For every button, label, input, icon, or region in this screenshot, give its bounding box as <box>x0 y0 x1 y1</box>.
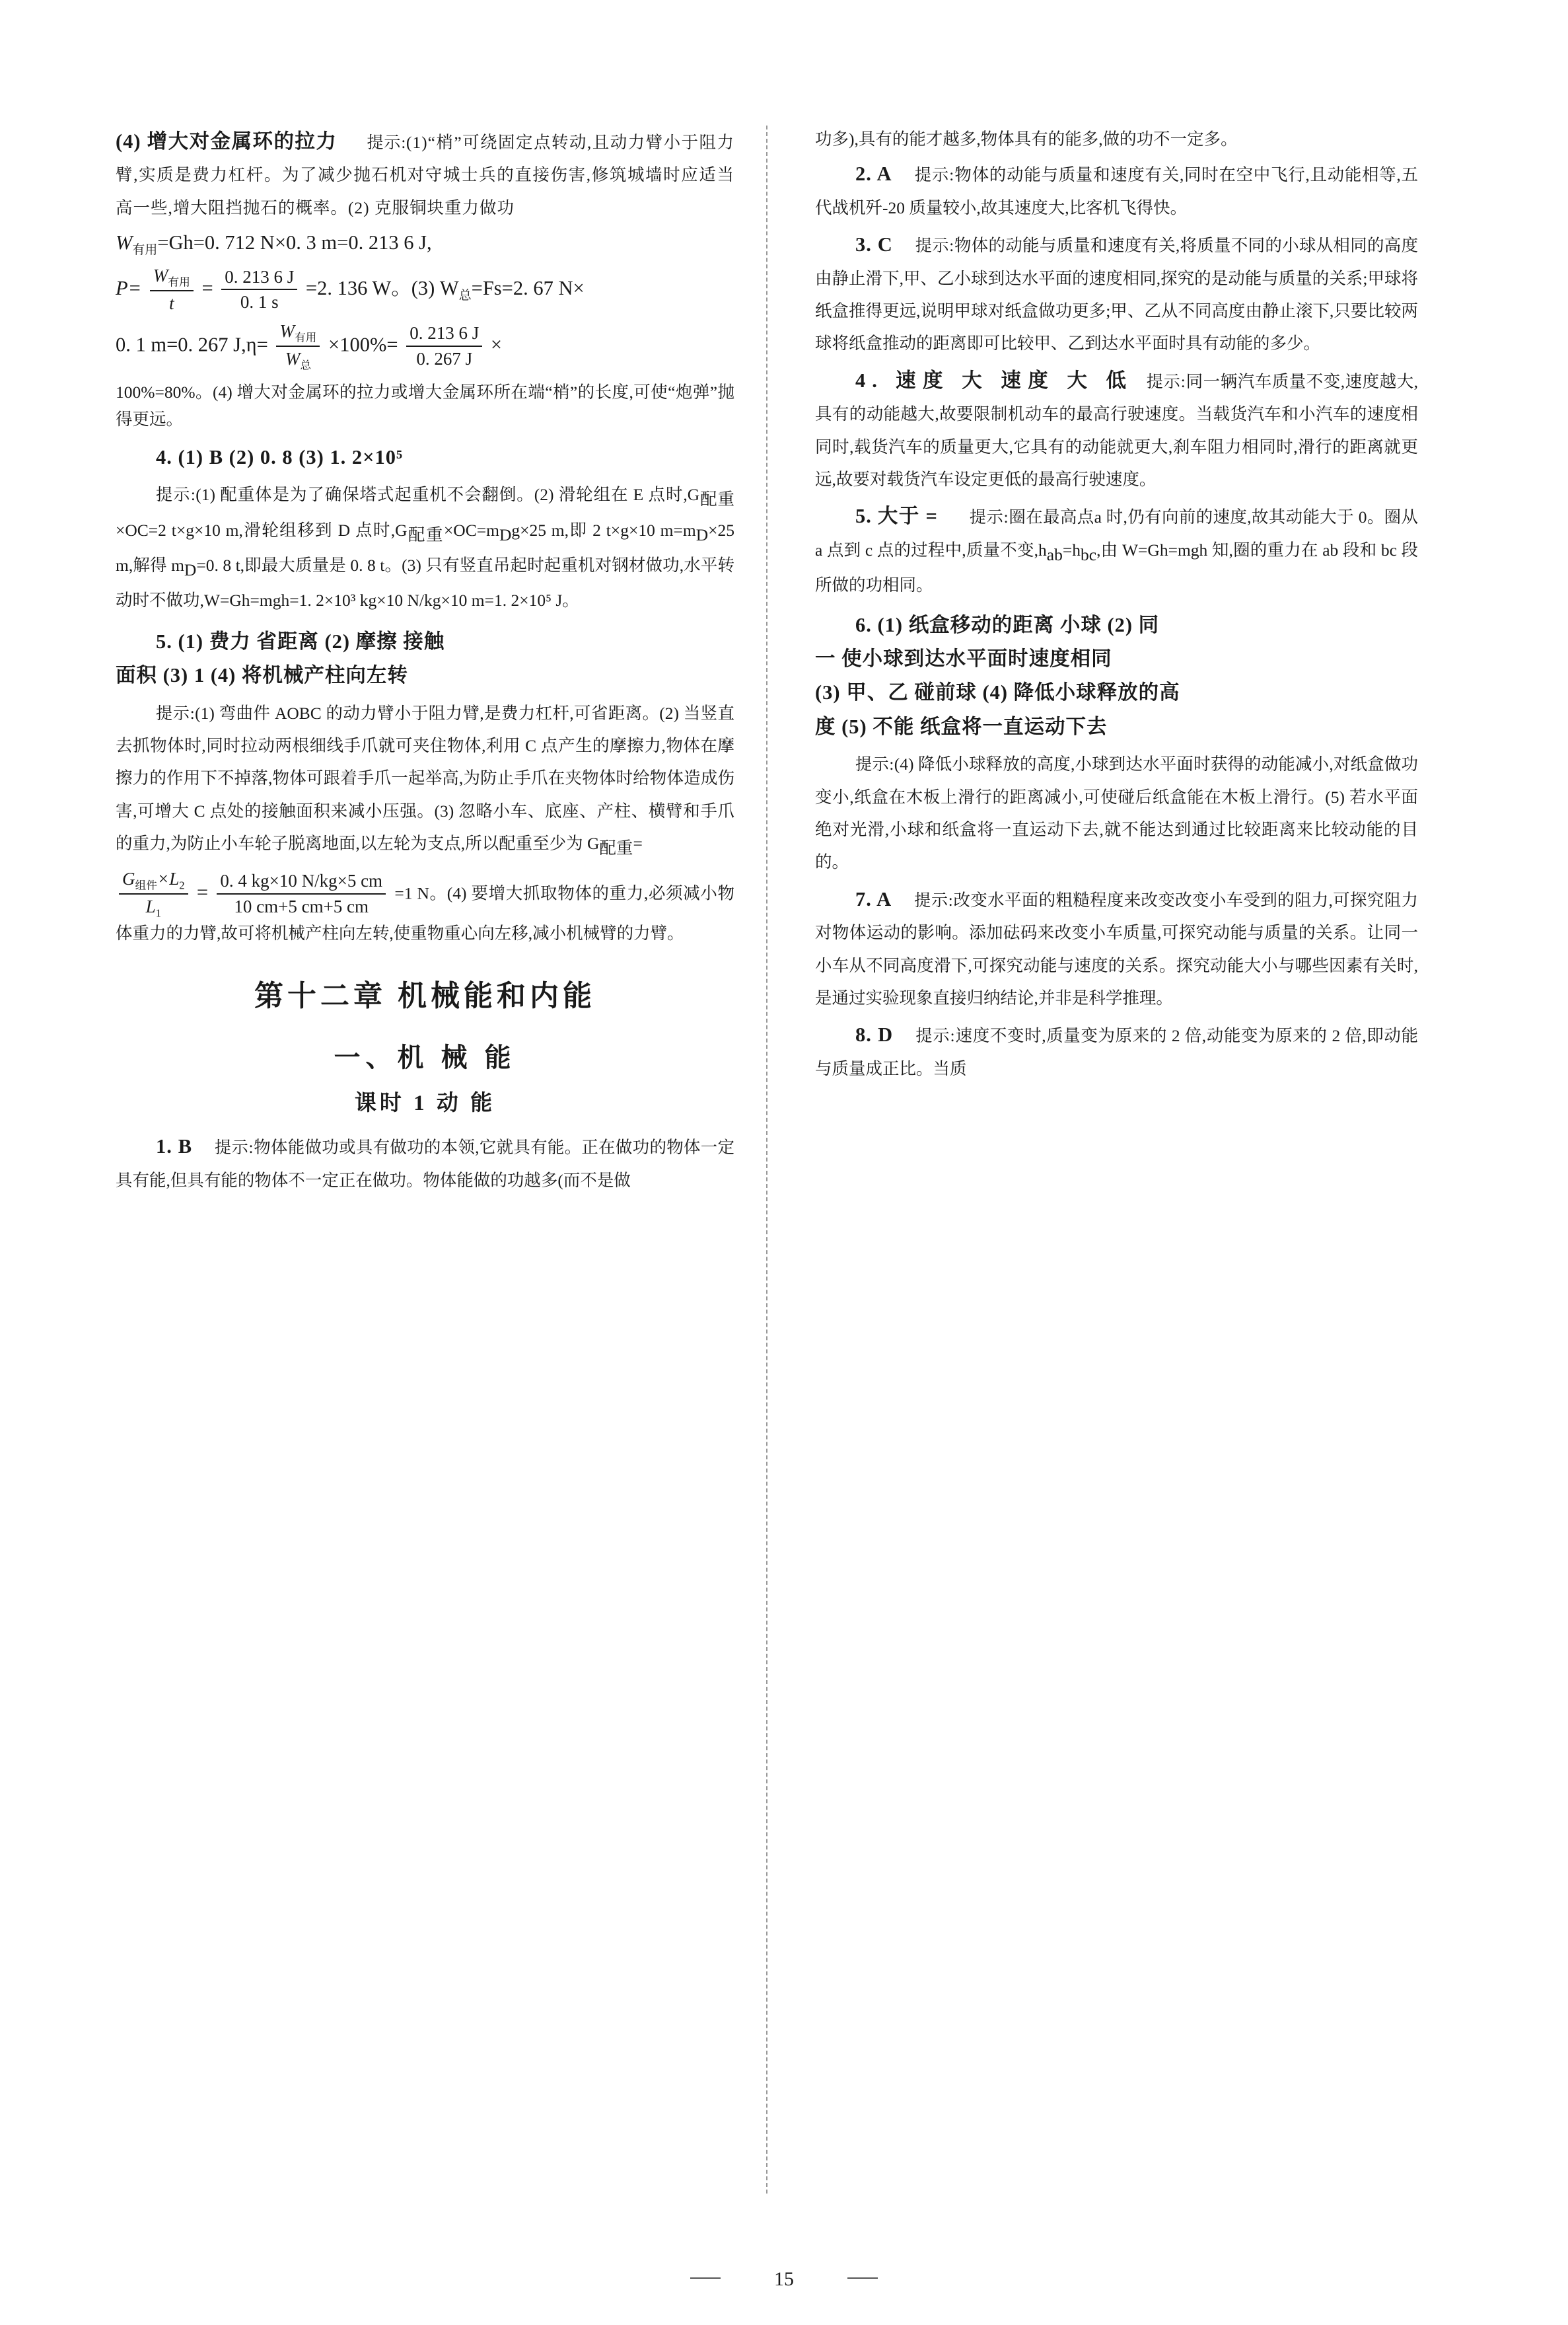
q6-hint-body: (4) 降低小球释放的高度,小球到达水平面时获得的动能减小,对纸盒做功变小,纸盒在木板上滑行的距离减小,可使碰后纸盒能在木板上滑行。(5) 若水平面绝对光滑,小球和纸盒将一直运动下去,就不能达到通过比较距离来比较动能的目的。 <box>815 755 1418 872</box>
frac-num-value2: 0. 213 6 J <box>406 323 482 347</box>
q4-answer-right: 4. 速度 大 速度 大 低 <box>855 369 1133 392</box>
q5-hint-body-right-3: ,由 W=Gh=mgh 知,圈的重力在 ab 段和 bc 段所做的功相同。 <box>815 540 1418 595</box>
lesson-title: 课时 1 动 能 <box>354 1091 496 1115</box>
q5-hint-body-1: (1) 弯曲件 AOBC 的动力臂小于阻力臂,是费力杠杆,可省距离。(2) 当竖直去抓物体时,同时拉动两根细线手爪就可夹住物体,利用 C 点产生的摩擦力,物体在摩擦力的作用下不掉落,物体可跟着手爪一起举高,为防止手爪在夹物体时给物体造成伤害,可增大 C 点处的接触面积来减小压强。(3) 忽略小车、底座、产柱、横臂和手爪的重力,为防止小车轮子脱离地面,以左轮为支点,所以配重至少为 G <box>116 703 734 854</box>
hint-label: 提示: <box>156 704 196 723</box>
frac-num-G-sub: 组件 <box>135 878 157 891</box>
hint-label: 提示: <box>969 509 1009 527</box>
frac-den-t: t <box>169 293 174 314</box>
q5-hint-body-right-2: =h <box>1062 540 1081 560</box>
formula-W-youyong <box>116 230 734 259</box>
left-p1-head <box>116 126 734 223</box>
frac-den-L: L <box>145 896 156 916</box>
formula-tail2: =Fs=2. 67 N× <box>471 276 585 299</box>
frac-num-G: G <box>122 868 135 889</box>
frac-num-numeric: 0. 4 kg×10 N/kg×5 cm <box>217 871 386 895</box>
formula-eff-tail: × <box>490 333 503 356</box>
fraction-counterweight-numeric <box>217 871 386 918</box>
q5-sub-ab: ab <box>1046 544 1063 564</box>
frac-num-L: ×L <box>157 868 180 889</box>
equals-sign-2: = <box>196 881 209 904</box>
hint-label: 提示: <box>156 486 196 505</box>
q4-hint-body-3: ×OC=m <box>443 520 499 540</box>
q1-entry-left <box>116 1130 734 1196</box>
frac-num-sub2: 有用 <box>294 331 317 344</box>
q4-entry-right <box>815 365 1418 496</box>
q3-hint-body: 物体的动能与质量和速度有关,将质量不同的小球从相同的高度由静止滑下,甲、乙小球到达水平面的速度相同,探究的是动能与质量的关系;甲球将纸盒推得更远,说明甲球对纸盒做功更多;甲、乙从不同高度由静止滚下,只要比较两球将纸盒推动的距离即可比较甲、乙到达水平面时具有动能的多少。 <box>815 236 1418 353</box>
frac-num-L-sub: 2 <box>179 878 185 891</box>
q5-answer-line1: 5. (1) 费力 省距离 (2) 摩擦 接触 <box>156 630 445 653</box>
hint-label: 提示: <box>367 134 406 152</box>
q5-sub-1: 配重 <box>599 838 633 858</box>
left-p1-body: (1)“梢”可绕固定点转动,且动力臂小于阻力臂,实质是费力杠杆。为了减少抛石机对守城士兵的直接伤害,修筑城墙时应适当高一些,增大阻挡抛石的概率。(2) 克服铜块重力做功 <box>116 133 734 217</box>
q4-sub-3: D <box>499 525 512 544</box>
q1-answer: 1. B <box>156 1135 193 1158</box>
two-column-layout <box>116 126 1452 2194</box>
formula-efficiency <box>116 321 734 372</box>
chapter-title: 第十二章 机械能和内能 <box>254 980 596 1013</box>
frac-num-W: W <box>153 265 168 285</box>
q5-hint-tail: =1 N。(4) 要增大抓取物体的重力,必须减小物体重力的力臂,故可将机械产柱向左转,使重物重心向左移,减小机械臂的力臂。 <box>116 883 735 943</box>
frac-den-sub2: 总 <box>300 359 312 372</box>
q5-answer-line2: 面积 (3) 1 (4) 将机械产柱向左转 <box>116 664 408 687</box>
q4-hint-left <box>116 478 734 616</box>
formula-sub-youyong: 有用 <box>132 243 158 258</box>
right-column <box>774 126 1418 2194</box>
hint-label: 提示: <box>215 1139 254 1158</box>
q6-answer-line4: 度 (5) 不能 纸盒将一直运动下去 <box>815 715 1108 738</box>
page-number: 15 <box>774 2268 794 2290</box>
section-title: 一、机 械 能 <box>334 1043 517 1073</box>
frac-num-sub: 有用 <box>168 276 190 289</box>
frac-num-value: 0. 213 6 J <box>221 267 297 291</box>
q4-sub-5: D <box>184 560 197 579</box>
q4-sub-4: D <box>695 525 709 544</box>
q4-hint-body-1: (1) 配重体是为了确保塔式起重机不会翻倒。(2) 滑轮组在 E 点时,G <box>196 485 700 505</box>
fraction-G-L2-over-L1 <box>119 869 188 920</box>
fraction-W-useful-over-W-total <box>276 321 320 372</box>
frac-den-numeric: 10 cm+5 cm+5 cm <box>234 896 369 916</box>
frac-num-W2: W <box>279 320 295 341</box>
hint-label: 提示: <box>915 237 954 256</box>
left-p1-conclusion: 100%=80%。(4) 增大对金属环的拉力或增大金属环所在端“梢”的长度,可使“炮弹”抛得更远。 <box>116 383 734 429</box>
left-p1-head-text: (4) 增大对金属环的拉力 <box>116 130 338 153</box>
q4-hint-body-4: g×25 m,即 2 t×g×10 m=m <box>511 520 696 540</box>
hint-label: 提示: <box>855 756 894 774</box>
frac-den-value2: 0. 267 J <box>416 349 473 369</box>
q6-answer-line1: 6. (1) 纸盒移动的距离 小球 (2) 同 <box>855 613 1160 636</box>
formula-power <box>116 266 734 314</box>
left-column <box>116 126 760 2194</box>
q5-hint-left <box>116 696 734 862</box>
column-divider <box>766 126 767 2194</box>
q4-hint-body-2: ×OC=2 t×g×10 m,滑轮组移到 D 点时,G <box>116 520 408 540</box>
q4-hint-body-6: =0. 8 t,即最大质量是 0. 8 t。(3) 只有竖直吊起时起重机对钢材做功,水平转动时不做功,W=Gh=mgh=1. 2×10³ kg×10 N/kg×10 m=1. 2×10⁵ J。 <box>116 555 734 610</box>
fraction-eff-numeric <box>406 323 482 370</box>
hint-label: 提示: <box>914 166 954 185</box>
q8-hint-body: 速度不变时,质量变为原来的 2 倍,动能变为原来的 2 倍,即动能与质量成正比。当质 <box>815 1026 1418 1078</box>
q2-answer: 2. A <box>855 163 892 186</box>
q4-hint-body-5: ×25 m,解得 m <box>116 520 734 575</box>
q3-answer: 3. C <box>855 233 893 256</box>
q8-entry <box>815 1019 1418 1084</box>
q1-hint-body: 物体能做功或具有做功的本领,它就具有能。正在做功的物体一定具有能,但具有能的物体不一定正在做功。物体能做的功越多(而不是做 <box>116 1138 734 1190</box>
formula-tail-sub: 总 <box>458 288 472 303</box>
hint-label: 提示: <box>1146 373 1186 391</box>
formula-tail: =2. 136 W。(3) W <box>305 276 459 299</box>
q2-entry <box>815 158 1418 223</box>
q4-answer-left: 4. (1) B (2) 0. 8 (3) 1. 2×10⁵ <box>156 445 404 468</box>
q5-entry-right <box>815 500 1418 601</box>
fraction-numeric-energy-time <box>221 267 297 314</box>
q5-answer-right: 5. 大于 = <box>855 505 938 528</box>
q7-answer: 7. A <box>855 887 892 910</box>
formula-W-value: =Gh=0. 712 N×0. 3 m=0. 213 6 J, <box>157 231 432 254</box>
hint-label: 提示: <box>914 891 954 910</box>
q3-entry <box>815 229 1418 359</box>
formula-symbol-W: W <box>116 231 133 254</box>
equals-sign: = <box>201 276 213 299</box>
formula-eff-mid: ×100%= <box>328 333 398 356</box>
q5-sub-bc: bc <box>1081 544 1097 564</box>
formula-eff-lead: 0. 1 m=0. 267 J,η= <box>116 333 268 356</box>
q5-hint-body-right-1: 圈在最高点a 时,仍有向前的速度,故其动能大于 0。圈从 a 点到 c 点的过程中,质量不变,h <box>815 507 1419 560</box>
q6-answer-line3: (3) 甲、乙 碰前球 (4) 降低小球释放的高 <box>815 681 1180 704</box>
q4-sub-1: 配重 <box>699 490 734 509</box>
continuation-text: 功多),具有的能才越多,物体具有的能多,做的功不一定多。 <box>815 129 1238 149</box>
q4-hint-body-right: 同一辆汽车质量不变,速度越大,具有的动能越大,故要限制机动车的最高行驶速度。当载货汽车和小汽车的速度相同时,载货汽车的质量更大,它具有的动能就更大,刹车阻力相同时,滑行的距离就更远,故要对载货汽车设定更低的最高行驶速度。 <box>815 371 1419 489</box>
hint-label: 提示: <box>915 1027 956 1046</box>
frac-den-W2: W <box>285 349 301 369</box>
q7-entry <box>815 883 1418 1014</box>
q4-sub-2: 配重 <box>407 525 444 544</box>
q2-hint-body: 物体的动能与质量和速度有关,同时在空中飞行,且动能相等,五代战机歼-20 质量较小,故其速度大,比客机飞得快。 <box>815 165 1419 217</box>
formula-symbol-P: P= <box>116 276 142 299</box>
q8-answer: 8. D <box>855 1023 894 1047</box>
q5-equals: = <box>633 834 643 854</box>
formula-counterweight <box>116 869 734 946</box>
fraction-W-over-t <box>150 266 194 314</box>
frac-den-value: 0. 1 s <box>240 292 279 313</box>
q7-hint-body: 改变水平面的粗糙程度来改变改变小车受到的阻力,可探究阻力对物体运动的影响。添加砝码来改变小车质量,可探究动能与质量的关系。让同一小车从不同高度滑下,可探究动能与速度的关系。探究动能大小与哪些因素有关时,是通过实验现象直接归纳结论,并非是科学推理。 <box>815 890 1419 1008</box>
q6-answer-line2: 一 使小球到达水平面时速度相同 <box>815 647 1112 670</box>
q6-hint <box>815 747 1418 878</box>
frac-den-L-sub: 1 <box>155 906 161 920</box>
